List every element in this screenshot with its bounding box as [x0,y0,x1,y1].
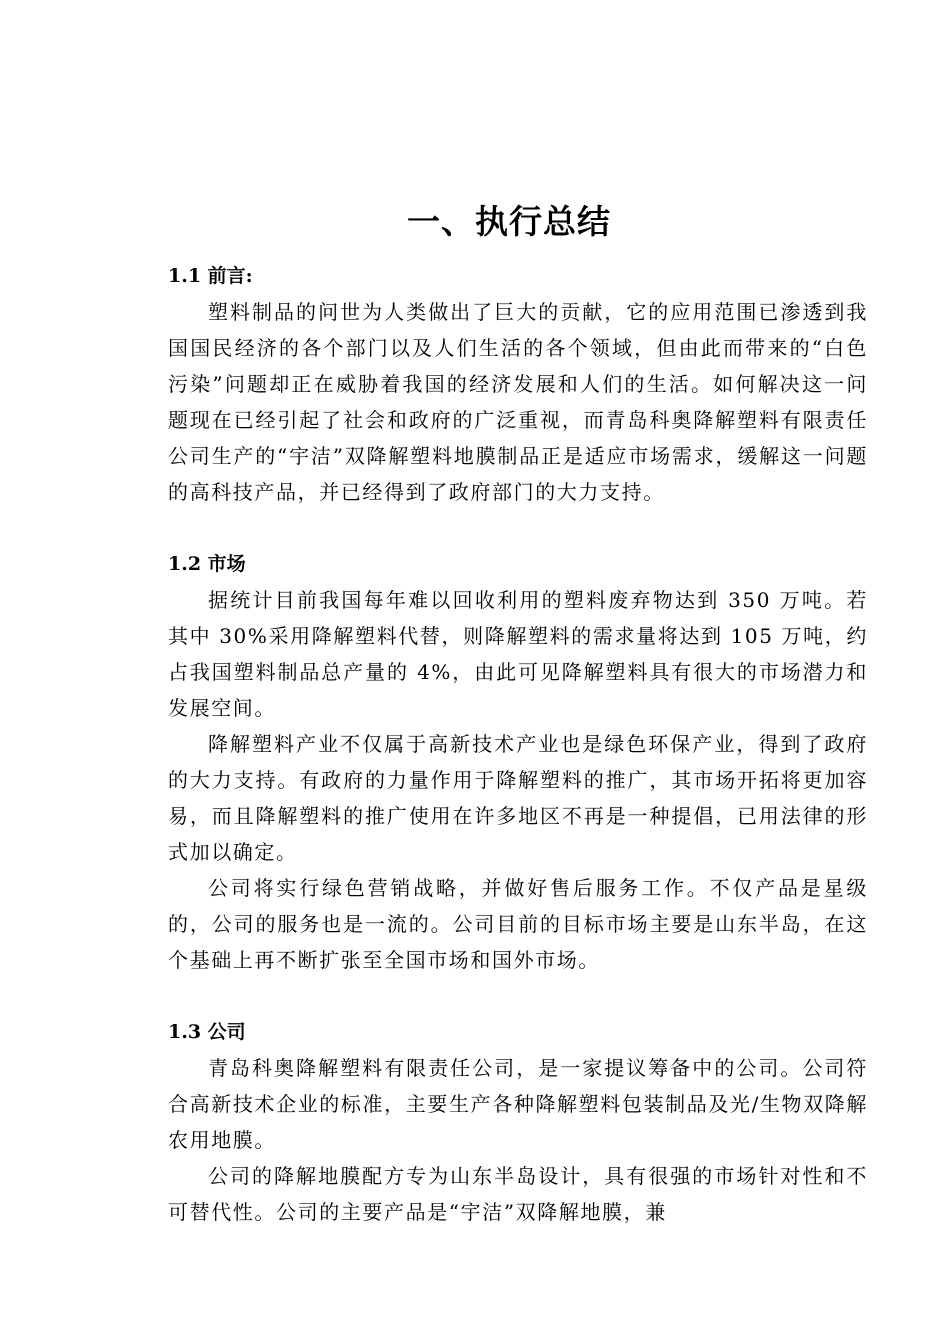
section-company [168,1014,868,1230]
section-heading: 1.3 公司 [168,1021,246,1043]
section-heading: 1.1 前言: [168,265,253,287]
paragraph: 据统计目前我国每年难以回收利用的塑料废弃物达到 350 万吨。若其中 30%采用降解塑料代替，则降解塑料的需求量将达到 105 万吨，约占我国塑料制品总产量的 4%，由此可见降解塑料具有很大的市场潜力和发展空间。 [168,588,868,720]
section-spacer [168,978,868,1014]
paragraph: 公司的降解地膜配方专为山东半岛设计，具有很强的市场针对性和不可替代性。公司的主要产品是“宇洁”双降解地膜，兼 [168,1164,868,1224]
paragraph: 青岛科奥降解塑料有限责任公司，是一家提议筹备中的公司。公司符合高新技术企业的标准，主要生产各种降解塑料包装制品及光/生物双降解农用地膜。 [168,1056,868,1152]
section-spacer [168,510,868,546]
paragraph: 降解塑料产业不仅属于高新技术产业也是绿色环保产业，得到了政府的大力支持。有政府的力量作用于降解塑料的推广，其市场开拓将更加容易，而且降解塑料的推广使用在许多地区不再是一种提倡，已用法律的形式加以确定。 [168,732,868,864]
section-heading: 1.2 市场 [168,553,246,575]
section-preface [168,258,868,510]
chapter-title: 一、执行总结 [407,202,611,241]
paragraph: 塑料制品的问世为人类做出了巨大的贡献，它的应用范围已渗透到我国国民经济的各个部门以及人们生活的各个领域，但由此而带来的“白色污染”问题却正在威胁着我国的经济发展和人们的生活。如何解决这一问题现在已经引起了社会和政府的广泛重视，而青岛科奥降解塑料有限责任公司生产的“宇洁”双降解塑料地膜制品正是适应市场需求，缓解这一问题的高科技产品，并已经得到了政府部门的大力支持。 [168,300,868,504]
paragraph: 公司将实行绿色营销战略，并做好售后服务工作。不仅产品是星级的，公司的服务也是一流的。公司目前的目标市场主要是山东半岛，在这个基础上再不断扩张至全国市场和国外市场。 [168,876,868,972]
section-market [168,546,868,978]
document-body [168,258,868,1230]
